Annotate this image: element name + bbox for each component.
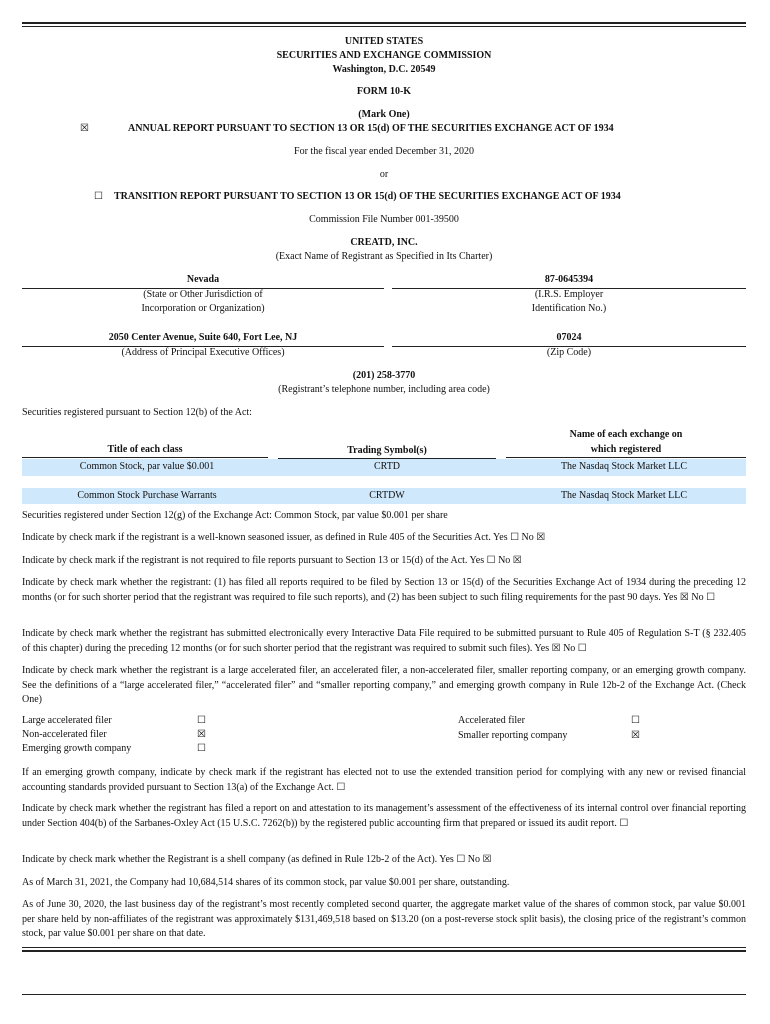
footer-rule	[22, 994, 746, 995]
interactive-data-check: Indicate by check mark whether the registrant has submitted electronically every Interactive Data File required to be submitted pursuant to Rule 405 of Regulation S-T (§ 232.405 of this chapter) during the preceding 12 months (or for such shorter period that the registrant was required to submit such files). Yes ☒ No ☐	[22, 628, 746, 654]
registrant-phone-caption: (Registrant’s telephone number, including area code)	[278, 384, 490, 395]
bottom-rule-thin	[22, 947, 746, 948]
agency-line-1: UNITED STATES	[344, 36, 424, 47]
irs-caption-1: (I.R.S. Employer	[534, 289, 604, 300]
or-separator: or	[379, 169, 389, 180]
filed-all-reports-check: Indicate by check mark whether the registrant: (1) has filed all reports required to be filed by Section 13 or 15(d) of the Securities Exchange Act of 1934 during the preceding 12 months (or for such shorter period that the registrant was required to file such reports), and (2) has been subject to such filing requirements for the past 90 days. Yes ☒ No ☐	[22, 577, 746, 603]
shares-outstanding: As of March 31, 2021, the Company had 10,684,514 shares of its common stock, par value $0.001 per share, outstanding.	[22, 877, 510, 888]
registrant-name: CREATD, INC.	[350, 237, 418, 248]
not-required-check: Indicate by check mark if the registrant is not required to file reports pursuant to Section 13 or 15(d) of the Act. Yes ☐ No ☒	[22, 555, 522, 566]
icfr-attestation-check: Indicate by check mark whether the registrant has filed a report on and attestation to its management’s assessment of the effectiveness of its internal control over financial reporting under Section 404(b) of the Sarbanes-Oxley Act (15 U.S.C. 7262(b)) by the registered public accounting firm that prepared or issued its audit report. ☐	[22, 803, 746, 829]
zip-code: 07024	[392, 331, 746, 347]
smaller-reporting-label: Smaller reporting company	[458, 730, 568, 741]
table-row	[22, 488, 746, 505]
registrant-phone: (201) 258-3770	[352, 370, 416, 381]
annual-report-label: ANNUAL REPORT PURSUANT TO SECTION 13 OR 15(d) OF THE SECURITIES EXCHANGE ACT OF 1934	[128, 123, 614, 134]
row-title: Common Stock Purchase Warrants	[22, 488, 272, 505]
row-exchange: The Nasdaq Stock Market LLC	[502, 459, 746, 476]
col-header-exchange-2: which registered	[506, 443, 746, 459]
large-accelerated-label: Large accelerated filer	[22, 715, 112, 726]
irs-caption-2: Identification No.)	[531, 303, 607, 314]
header-cell	[22, 428, 272, 459]
state-caption-2: Incorporation or Organization)	[141, 303, 265, 314]
col-header-exchange-1: Name of each exchange on	[569, 429, 683, 440]
smaller-reporting-checkbox[interactable]: ☒	[631, 730, 640, 741]
non-accelerated-checkbox[interactable]: ☒	[197, 729, 206, 740]
non-accelerated-label: Non-accelerated filer	[22, 729, 107, 740]
egc-transition-check: If an emerging growth company, indicate by check mark if the registrant has elected not to use the extended transition period for complying with any new or revised financial accounting standards provided pursuant to Section 13(a) of the Exchange Act. ☐	[22, 767, 746, 793]
fiscal-year: For the fiscal year ended December 31, 2020	[294, 146, 474, 157]
table-row	[22, 459, 746, 476]
zip-caption: (Zip Code)	[546, 347, 592, 358]
securities-12b-table	[22, 428, 746, 504]
irs-employer-id: 87-0645394	[392, 273, 746, 289]
state-of-incorporation: Nevada	[22, 273, 384, 289]
row-title: Common Stock, par value $0.001	[22, 459, 272, 476]
annual-report-checkbox[interactable]: ☒	[80, 123, 89, 134]
row-symbol: CRTDW	[272, 488, 502, 505]
emerging-growth-checkbox[interactable]: ☐	[197, 743, 206, 754]
accelerated-label: Accelerated filer	[458, 715, 525, 726]
header-cell	[272, 428, 502, 459]
row-symbol: CRTD	[272, 459, 502, 476]
emerging-growth-label: Emerging growth company	[22, 743, 132, 754]
securities-12b-intro: Securities registered pursuant to Section 12(b) of the Act:	[22, 407, 252, 418]
agency-line-3: Washington, D.C. 20549	[332, 64, 436, 75]
registrant-name-caption: (Exact Name of Registrant as Specified in Its Charter)	[275, 251, 493, 262]
bottom-rule	[22, 950, 746, 952]
row-gap	[272, 476, 502, 488]
securities-12g: Securities registered under Section 12(g) of the Exchange Act: Common Stock, par value $0.001 per share	[22, 510, 448, 521]
row-gap	[502, 476, 746, 488]
wksi-check: Indicate by check mark if the registrant is a well-known seasoned issuer, as defined in Rule 405 of the Securities Act. Yes ☐ No ☒	[22, 532, 546, 543]
agency-line-2: SECURITIES AND EXCHANGE COMMISSION	[276, 50, 492, 61]
commission-file-number: Commission File Number 001-39500	[309, 214, 459, 225]
principal-office-address: 2050 Center Avenue, Suite 640, Fort Lee, NJ	[22, 331, 384, 347]
col-header-symbol: Trading Symbol(s)	[278, 444, 496, 460]
address-caption: (Address of Principal Executive Offices)	[121, 347, 285, 358]
top-rule-thin	[22, 26, 746, 27]
transition-report-checkbox[interactable]: ☐	[94, 191, 103, 202]
col-header-title: Title of each class	[22, 443, 268, 459]
mark-one: (Mark One)	[358, 109, 410, 120]
large-accelerated-checkbox[interactable]: ☐	[197, 715, 206, 726]
filer-type-check: Indicate by check mark whether the registrant is a large accelerated filer, an accelerated filer, a non-accelerated filer, smaller reporting company, or an emerging growth company. See the definitions of a “large accelerated filer,” “accelerated filer” and “smaller reporting company,” and emerging growth company in Rule 12b-2 of the Exchange Act. (Check One)	[22, 665, 746, 705]
state-caption-1: (State or Other Jurisdiction of	[143, 289, 263, 300]
aggregate-market-value: As of June 30, 2020, the last business day of the registrant’s most recently completed second quarter, the aggregate market value of the shares of common stock, par value $0.001 per share held by non-affiliates of the registrant was approximately $131,469,518 based on $13.20 (on a post-reverse stock split basis), the closing price of the registrant’s common stock, par value $0.001 per share on that date.	[22, 899, 746, 939]
shell-company-check: Indicate by check mark whether the Registrant is a shell company (as defined in Rule 12b-2 of the Act). Yes ☐ No ☒	[22, 854, 492, 865]
transition-report-label: TRANSITION REPORT PURSUANT TO SECTION 13 OR 15(d) OF THE SECURITIES EXCHANGE ACT OF 1934	[114, 191, 621, 202]
accelerated-checkbox[interactable]: ☐	[631, 715, 640, 726]
form-title: FORM 10-K	[356, 86, 412, 97]
row-gap	[22, 476, 272, 488]
header-cell	[502, 428, 746, 459]
row-exchange: The Nasdaq Stock Market LLC	[502, 488, 746, 505]
top-rule	[22, 22, 746, 24]
